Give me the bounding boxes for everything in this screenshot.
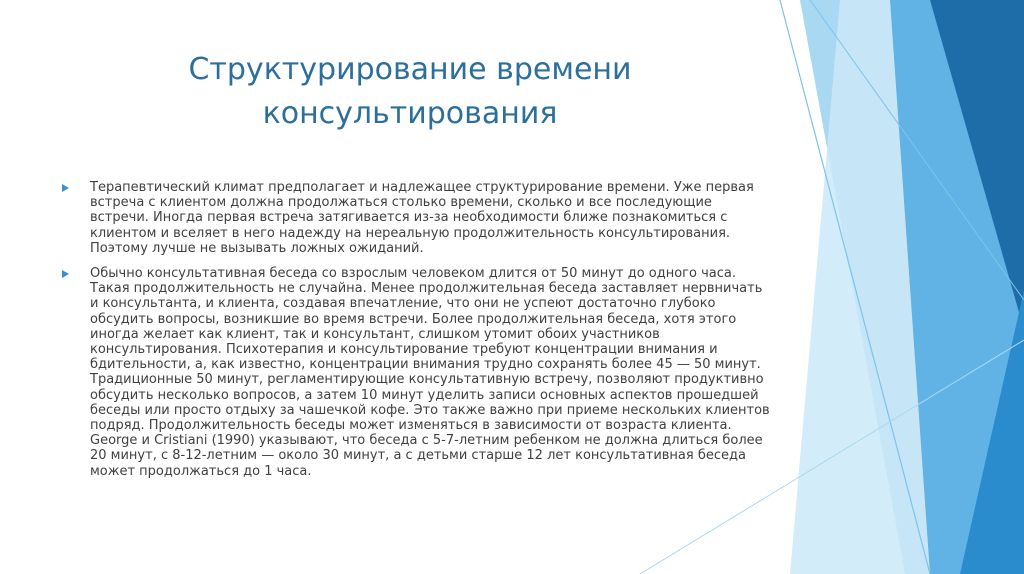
triangle-right-bullet-icon	[62, 184, 69, 192]
slide-content	[62, 180, 774, 489]
bullet-text: Обычно консультативная беседа со взрослым человеком длится от 50 минут до одного часа. Такая продолжительность не случайна. Менее продолжительная беседа заставляет нервничать и консультанта, и клиента, создавая впечатление, что они не успеют достаточно глубоко обсудить вопросы, возникшие во время встречи. Более продолжительная беседа, хотя этого иногда желает как клиент, так и консультант, слишком утомит обоих участников консультирования. Психотерапия и консультирование требуют концентрации внимания и бдительности, а, как известно, концентрации внимания трудно сохранять более 45 — 50 минут. Традиционные 50 минут, регламентирующие консультативную встречу, позволяют продуктивно обсудить несколько вопросов, а затем 10 минут уделить записи основных аспектов прошедшей беседы или просто отдыху за чашечкой кофе. Это также важно при приеме нескольких клиентов подряд. Продолжительность беседы может изменяться в зависимости от возраста клиента. George и Cristiani (1990) указывают, что беседа с 5-7-летним ребенком не должна длиться более 20 минут, с 8-12-летним — около 30 минут, а с детьми старше 12 лет консультативная беседа может продолжаться до 1 часа.	[90, 266, 770, 479]
triangle-right-bullet-icon	[62, 270, 69, 278]
bullet-item	[62, 266, 774, 479]
bullet-text: Терапевтический климат предполагает и надлежащее структурирование времени. Уже первая встреча с клиентом должна продолжаться столько времени, сколько и все последующие встречи. Иногда первая встреча затягивается из-за необходимости ближе познакомиться с клиентом и вселяет в него надежду на нереальную продолжительность консультирования. Поэтому лучше не вызывать ложных ожиданий.	[90, 180, 754, 256]
bullet-item	[62, 180, 774, 256]
slide-title: Структурирование времени консультирования	[188, 52, 632, 131]
